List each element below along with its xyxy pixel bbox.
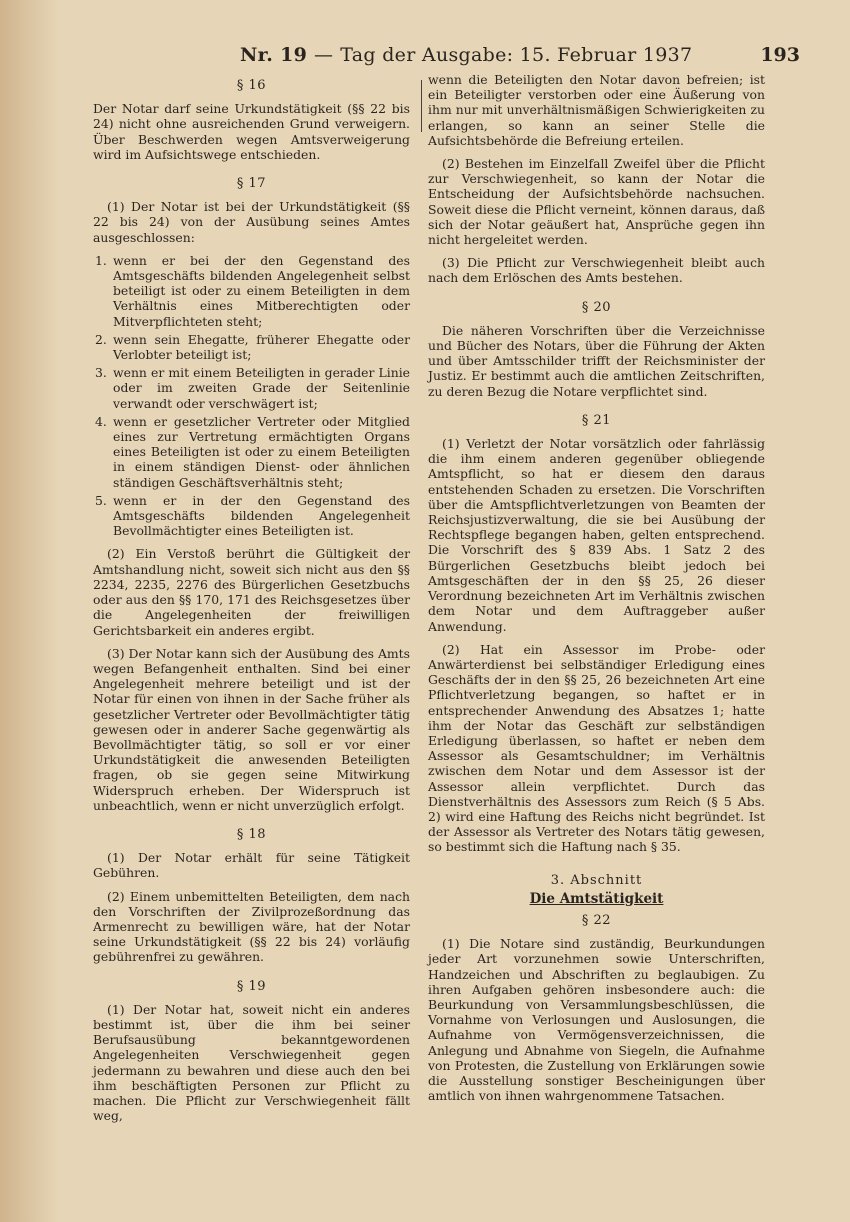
section-heading: § 21	[581, 412, 612, 428]
section-heading: § 17	[236, 176, 267, 192]
column-divider	[421, 80, 422, 132]
paragraph: (2) Hat ein Assessor im Probe- oder Anwärterdienst bei selbständiger Erledigung eines Geschäfts der in den §§ 25, 26 bezeichneten Art eine Pflichtverletzung begangen, so haftet er in entsprechender Anwendung des Absatzes 1; hatte ihm der Notar das Geschäft zur selbständigen Erledigung überlassen, so haftet er neben dem Assessor als Gesamtschuldner; im Verhältnis zwischen dem Notar und dem Assessor ist der Assessor allein verpflichtet. Durch das Dienstverhältnis des Assessors zum Reich (§ 5 Abs. 2) wird eine Haftung des Reichs nicht begründet. Ist der Assessor als Vertreter des Notars tätig gewesen, so bestimmt sich die Haftung nach § 35.	[428, 641, 765, 855]
exclusion-list	[93, 253, 410, 539]
list-item	[93, 414, 410, 490]
paragraph: (3) Der Notar kann sich der Ausübung des Amts wegen Befangenheit enthalten. Sind bei einer Angelegenheit mehrere beteiligt und ist der Notar für einen von ihnen in der Sache früher als gesetzlicher Vertreter oder Bevollmächtigter tätig gewesen oder in anderer Sache gegenwärtig als Bevollmächtigter tätig, so soll er vor einer Urkundstätigkeit die anwesenden Beteiligten fragen, ob sie gegen seine Mitwirkung Widerspruch erheben. Der Widerspruch ist unbeachtlich, wenn er nicht unverzüglich erfolgt.	[93, 645, 410, 813]
list-text: wenn er gesetzlicher Vertreter oder Mitglied eines zur Vertretung ermächtigten Organs eines Beteiligten ist oder zu einem Beteiligten in einem ständigen Dienst- oder ähnlichen ständigen Geschäftsverhältnis steht;	[113, 413, 410, 490]
chapter-title: Die Amtstätigkeit	[529, 890, 664, 907]
right-column	[428, 72, 765, 1111]
issue-number: Nr. 19	[240, 44, 308, 66]
list-number: 5.	[95, 492, 107, 508]
paragraph: (1) Verletzt der Notar vorsätzlich oder fahrlässig die ihm einem anderen gegenüber obliegende Amtspflicht, so hat er diesem den daraus entstehenden Schaden zu ersetzen. Die Vorschriften über die Amtspflichtverletzungen von Beamten der Reichsjustizverwaltung, die sie bei Ausübung der Rechtspflege begangen haben, gelten entsprechend. Die Vorschrift des § 839 Abs. 1 Satz 2 des Bürgerlichen Gesetzbuchs bleibt jedoch bei Amtsgeschäften der in den §§ 25, 26 dieser Verordnung bezeichneten Art im Verhältnis zwischen dem Notar und dem Auftraggeber außer Anwendung.	[428, 436, 765, 634]
paragraph: (3) Die Pflicht zur Verschwiegenheit bleibt auch nach dem Erlöschen des Amts bestehen.	[428, 255, 765, 286]
issue-date: Tag der Ausgabe: 15. Februar 1937	[340, 44, 693, 66]
list-text: wenn er mit einem Beteiligten in gerader Linie oder im zweiten Grade der Seitenlinie verwandt oder verschwägert ist;	[113, 365, 410, 411]
list-item	[93, 253, 410, 329]
list-number: 3.	[95, 365, 107, 381]
list-item	[93, 332, 410, 362]
paragraph: (1) Der Notar hat, soweit nicht ein anderes bestimmt ist, über die ihm bei seiner Berufsausübung bekanntgewordenen Angelegenheiten Verschwiegenheit gegen jedermann zu bewahren und diese auch den bei ihm beschäftigten Personen zur Pflicht zu machen. Die Pflicht zur Verschwiegenheit fällt weg,	[93, 1001, 410, 1124]
list-item	[93, 365, 410, 411]
list-text: wenn er bei der den Gegenstand des Amtsgeschäfts bildenden Angelegenheit selbst beteiligt ist oder zu einem Beteiligten in dem Verhältnis eines Mitberechtigten oder Mitverpflichteten steht;	[113, 252, 410, 329]
left-column	[93, 72, 410, 1131]
paragraph: (1) Der Notar erhält für seine Tätigkeit Gebühren.	[93, 850, 410, 881]
header-title	[240, 44, 692, 66]
section-heading: § 19	[236, 978, 267, 994]
section-heading: § 22	[581, 912, 612, 928]
paragraph: (1) Der Notar ist bei der Urkundstätigkeit (§§ 22 bis 24) von der Ausübung seines Amtes ausgeschlossen:	[93, 199, 410, 245]
page-number: 193	[760, 44, 800, 66]
paragraph: (2) Ein Verstoß berührt die Gültigkeit der Amtshandlung nicht, soweit sich nicht aus den §§ 2234, 2235, 2276 des Bürgerlichen Gesetzbuchs oder aus den §§ 170, 171 des Reichsgesetzes über die Angelegenheiten der freiwilligen Gerichtsbarkeit ein anderes ergibt.	[93, 546, 410, 638]
header-dash: —	[314, 44, 334, 66]
paragraph: (2) Bestehen im Einzelfall Zweifel über die Pflicht zur Verschwiegenheit, so kann der Notar die Entscheidung der Aufsichtsbehörde nachsuchen. Soweit diese die Pflicht verneint, können daraus, daß sich der Notar geäußert hat, Ansprüche gegen ihn nicht hergeleitet werden.	[428, 156, 765, 248]
list-text: wenn er in der den Gegenstand des Amtsgeschäfts bildenden Angelegenheit Bevollmächtigter eines Beteiligten ist.	[113, 492, 410, 539]
paragraph: (1) Die Notare sind zuständig, Beurkundungen jeder Art vorzunehmen sowie Unterschriften, Handzeichen und Abschriften zu beglaubigen. Zu ihren Aufgaben gehören insbesondere auch: die Beurkundung von Versammlungsbeschlüssen, die Vornahme von Verlosungen und Auslosungen, die Aufnahme von Vermögensverzeichnissen, die Anlegung und Abnahme von Siegeln, die Aufnahme von Protesten, die Zustellung von Erklärungen sowie die Ausstellung sonstiger Bescheinigungen über amtlich von ihnen wahrgenommene Tatsachen.	[428, 936, 765, 1104]
chapter-label: 3. Abschnitt	[550, 872, 643, 888]
list-number: 2.	[95, 331, 107, 347]
paragraph: Der Notar darf seine Urkundstätigkeit (§§ 22 bis 24) nicht ohne ausreichenden Grund verweigern. Über Beschwerden wegen Amtsverweigerung wird im Aufsichtswege entschieden.	[93, 101, 410, 162]
list-number: 4.	[95, 413, 107, 429]
list-text: wenn sein Ehegatte, früherer Ehegatte oder Verlobter beteiligt ist;	[113, 331, 410, 363]
page-binding-shadow	[0, 0, 60, 1222]
list-item	[93, 493, 410, 539]
paragraph: wenn die Beteiligten den Notar davon befreien; ist ein Beteiligter verstorben oder eine Äußerung von ihm nur mit unverhältnismäßigen Schwierigkeiten zu erlangen, so kann an seiner Stelle die Aufsichtsbehörde die Befreiung erteilen.	[428, 72, 765, 148]
section-heading: § 18	[236, 826, 267, 842]
paragraph: Die näheren Vorschriften über die Verzeichnisse und Bücher des Notars, über die Führung der Akten und über Amtsschilder trifft der Reichsminister der Justiz. Er bestimmt auch die amtlichen Zeitschriften, zu deren Bezug die Notare verpflichtet sind.	[428, 322, 765, 399]
list-number: 1.	[95, 252, 107, 268]
section-heading: § 16	[236, 78, 267, 93]
paragraph: (2) Einem unbemittelten Beteiligten, dem nach den Vorschriften der Zivilprozeßordnung das Armenrecht zu bewilligen wäre, hat der Notar seine Urkundstätigkeit (§§ 22 bis 24) vorläufig gebührenfrei zu gewähren.	[93, 888, 410, 965]
page-header	[240, 44, 800, 74]
section-heading: § 20	[581, 299, 612, 315]
